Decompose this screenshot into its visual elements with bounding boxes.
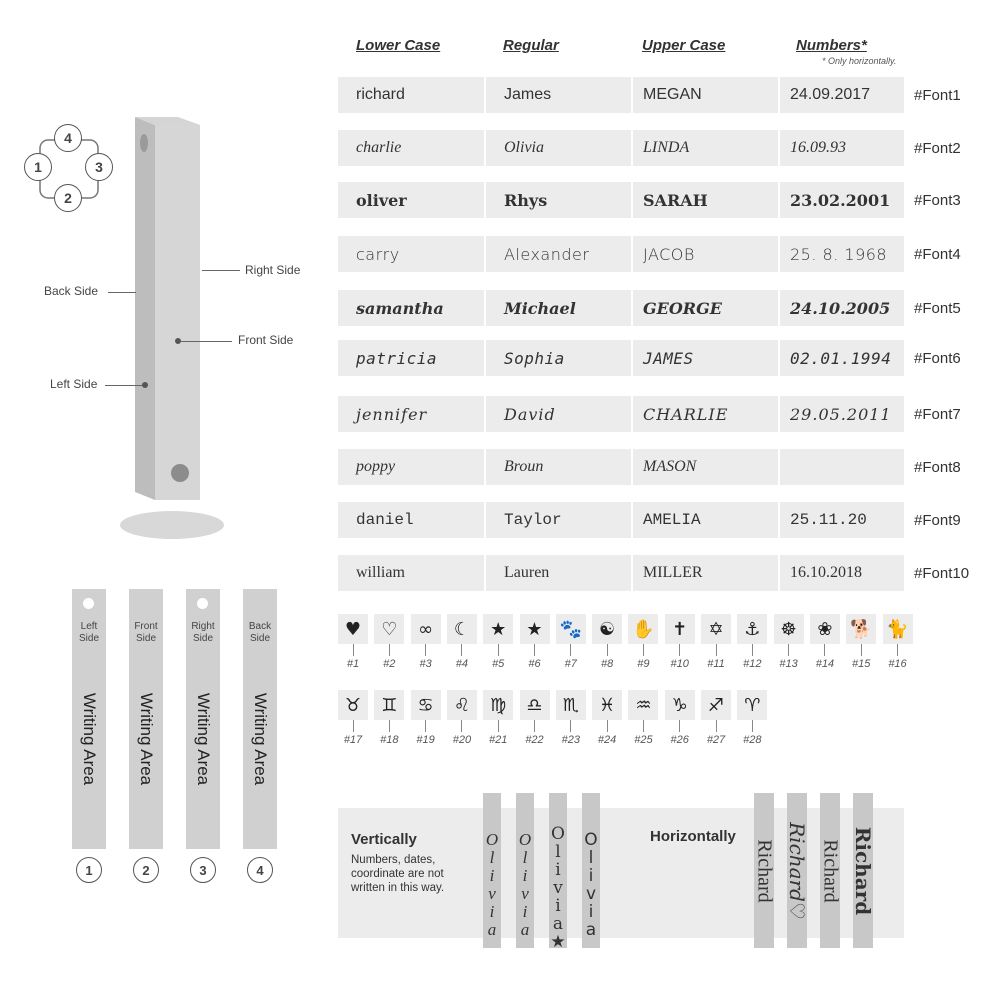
vertical-sample-bar (582, 793, 600, 948)
gemini-icon: ♊ (374, 690, 404, 720)
cell-lower-case: richard (338, 77, 484, 113)
symbol-number: #20 (452, 734, 472, 746)
cell-numbers: 16.09.93 (780, 130, 904, 166)
font-row (338, 236, 904, 272)
side-bar-name: Back Side (248, 621, 272, 644)
side-number-4: 4 (54, 124, 82, 152)
symbol-number: #14 (815, 658, 835, 670)
side-bar-number: 2 (133, 857, 159, 883)
side-number-1: 1 (24, 153, 52, 181)
symbol-item[interactable] (701, 614, 731, 670)
front-side-label: Front Side (238, 333, 294, 347)
cell-numbers: 24.10.2005 (780, 290, 904, 326)
vertically-description: Numbers, dates, coordinate are not written in this way. (351, 854, 445, 894)
font-row (338, 182, 904, 218)
symbol-leader (788, 644, 789, 656)
symbol-item[interactable] (737, 690, 767, 746)
symbol-leader (679, 720, 680, 732)
symbol-leader (679, 644, 680, 656)
cell-upper-case: MEGAN (633, 77, 778, 113)
numbers-note: * Only horizontally. (822, 56, 897, 66)
cell-numbers: 23.02.2001 (780, 182, 904, 218)
font-tag: #Font10 (914, 564, 970, 582)
front-side-leader (180, 341, 232, 342)
font-row (338, 77, 904, 113)
side-bar-number: 3 (190, 857, 216, 883)
cross-icon: ✝ (665, 614, 695, 644)
symbol-leader (607, 644, 608, 656)
vertical-sample-bar (516, 793, 534, 948)
symbol-number: #18 (380, 734, 399, 746)
libra-icon: ♎ (520, 690, 550, 720)
cell-upper-case: GEORGE (633, 290, 778, 326)
star-icon: ★ (520, 614, 550, 644)
bar-hole (197, 598, 208, 609)
symbol-leader (643, 644, 644, 656)
horizontal-sample-text: Richard (753, 839, 776, 903)
symbol-number: #22 (525, 734, 544, 746)
cell-lower-case: charlie (338, 130, 484, 166)
font-tag: #Font4 (914, 245, 961, 263)
horizontal-sample-text: Richard (851, 826, 875, 916)
symbol-leader (716, 644, 717, 656)
cell-upper-case: AMELIA (633, 502, 778, 538)
cell-upper-case: SARAH (633, 182, 778, 218)
font-tag: #Font8 (914, 458, 961, 476)
cell-numbers: 16.10.2018 (780, 555, 904, 591)
symbol-item[interactable] (810, 614, 840, 670)
symbol-leader (498, 720, 499, 732)
cell-regular: Michael (486, 290, 631, 326)
header-regular: Regular (503, 37, 559, 54)
cell-lower-case: samantha (338, 290, 484, 326)
symbol-item[interactable] (665, 690, 695, 746)
cell-upper-case: JAMES (633, 340, 778, 376)
symbol-leader (389, 644, 390, 656)
vertically-title: Vertically (351, 831, 417, 848)
paw-icon: 🐾 (556, 614, 586, 644)
heart-icon: ♥ (338, 614, 368, 644)
symbol-number: #6 (528, 658, 541, 670)
symbol-number: #1 (346, 658, 360, 670)
symbol-number: #25 (634, 734, 653, 746)
symbol-number: #7 (564, 658, 577, 670)
symbol-leader (716, 720, 717, 732)
back-side-leader (108, 292, 136, 293)
cell-numbers (780, 449, 904, 485)
symbol-leader (534, 720, 535, 732)
pisces-icon: ♓ (592, 690, 622, 720)
symbol-item[interactable] (628, 690, 658, 746)
symbol-item[interactable] (628, 614, 658, 670)
taurus-icon: ♉ (338, 690, 368, 720)
star-icon: ★ (483, 614, 513, 644)
cell-regular: Taylor (486, 502, 631, 538)
symbol-number: #28 (743, 734, 762, 746)
symbol-item[interactable] (447, 690, 477, 746)
symbol-item[interactable] (447, 614, 477, 670)
symbol-leader (534, 644, 535, 656)
scorpio-icon: ♏ (556, 690, 586, 720)
side-bar-name: Right Side (191, 621, 215, 644)
side-bar-name: Left Side (78, 621, 99, 644)
horizontal-sample-bar (820, 793, 840, 948)
symbol-number: #17 (343, 734, 363, 746)
header-upper-case: Upper Case (642, 37, 726, 54)
font-row (338, 555, 904, 591)
cell-upper-case: CHARLIE (633, 396, 778, 432)
cell-lower-case: patricia (338, 340, 484, 376)
cat-icon: 🐈 (883, 614, 913, 644)
font-row (338, 502, 904, 538)
aquarius-icon: ♒ (628, 690, 658, 720)
symbol-number: #26 (670, 734, 689, 746)
cell-lower-case: william (338, 555, 484, 591)
font-tag: #Font6 (914, 349, 961, 367)
cell-lower-case: oliver (338, 182, 484, 218)
symbol-number: #11 (707, 658, 725, 670)
font-tag: #Font2 (914, 139, 961, 157)
lotus-icon: ❀ (810, 614, 840, 644)
cell-numbers: 25.11.20 (780, 502, 904, 538)
font-row (338, 130, 904, 166)
symbol-item[interactable] (665, 614, 695, 670)
symbol-leader (353, 720, 354, 732)
symbol-number: #10 (670, 658, 689, 670)
symbol-number: #15 (852, 658, 871, 670)
symbol-leader (897, 644, 898, 656)
symbol-leader (752, 644, 753, 656)
symbol-number: #16 (888, 658, 907, 670)
back-side-label: Back Side (44, 284, 99, 298)
horizontal-sample-bar (853, 793, 873, 948)
star-of-david-icon: ✡ (701, 614, 731, 644)
symbol-item[interactable] (411, 614, 441, 670)
symbol-leader (425, 644, 426, 656)
symbol-leader (425, 720, 426, 732)
bar-3d-illustration (110, 110, 240, 550)
font-tag: #Font1 (914, 86, 961, 104)
right-side-leader (202, 270, 240, 271)
header-lower-case: Lower Case (356, 37, 441, 54)
symbol-leader (570, 644, 571, 656)
side-bar (129, 589, 163, 849)
cell-regular: David (486, 396, 631, 432)
symbol-number: #23 (561, 734, 580, 746)
writing-area-label: Writing Area (80, 692, 99, 786)
symbol-item[interactable] (846, 614, 876, 670)
symbol-item[interactable] (483, 614, 513, 670)
symbol-leader (461, 644, 462, 656)
symbol-leader (389, 720, 390, 732)
anchor-icon: ⚓ (737, 614, 767, 644)
cell-numbers: 29.05.2011 (780, 396, 904, 432)
symbol-item[interactable] (556, 614, 586, 670)
dog-icon: 🐕 (846, 614, 876, 644)
symbol-leader (353, 644, 354, 656)
symbol-number: #4 (455, 658, 469, 670)
symbol-leader (861, 644, 862, 656)
left-side-leader (105, 385, 145, 386)
aries-icon: ♈ (737, 690, 767, 720)
virgo-icon: ♍ (483, 690, 513, 720)
moon-icon: ☾ (447, 614, 477, 644)
cell-upper-case: MILLER (633, 555, 778, 591)
symbol-number: #2 (383, 658, 396, 670)
symbol-number: #13 (779, 658, 798, 670)
symbol-item[interactable] (556, 690, 586, 746)
font-row (338, 396, 904, 432)
cell-regular: Broun (486, 449, 631, 485)
symbol-item[interactable] (374, 614, 404, 670)
symbol-item[interactable] (737, 614, 767, 670)
cell-lower-case: carry (338, 236, 484, 272)
symbol-item[interactable] (411, 690, 441, 746)
symbol-number: #27 (706, 734, 726, 746)
left-side-label: Left Side (50, 377, 98, 391)
cell-regular: Alexander (486, 236, 631, 272)
cell-numbers: 02.01.1994 (780, 340, 904, 376)
writing-area-label: Writing Area (251, 692, 270, 786)
leo-icon: ♌ (447, 690, 477, 720)
font-row (338, 449, 904, 485)
horizontal-sample-text: Richard♡ (785, 822, 809, 920)
ship-wheel-icon: ☸ (774, 614, 804, 644)
symbol-number: #19 (416, 734, 435, 746)
cell-lower-case: daniel (338, 502, 484, 538)
cell-numbers: 24.09.2017 (780, 77, 904, 113)
hamsa-icon: ✋ (628, 614, 658, 644)
symbol-number: #24 (597, 734, 617, 746)
horizontal-sample-text: Richard (819, 839, 842, 903)
cell-upper-case: MASON (633, 449, 778, 485)
font-tag: #Font9 (914, 511, 961, 529)
writing-area-label: Writing Area (137, 692, 156, 786)
font-row (338, 290, 904, 326)
symbol-number: #5 (492, 658, 505, 670)
cancer-icon: ♋ (411, 690, 441, 720)
cell-regular: Lauren (486, 555, 631, 591)
side-bar-number: 1 (76, 857, 102, 883)
yin-yang-icon: ☯ (592, 614, 622, 644)
bar-hole (83, 598, 94, 609)
side-bar (243, 589, 277, 849)
infinity-icon: ∞ (411, 614, 441, 644)
vertical-sample-text: O l i v i a (584, 830, 598, 940)
symbol-item[interactable] (883, 614, 913, 670)
symbol-number: #8 (600, 658, 614, 670)
cell-regular: Olivia (486, 130, 631, 166)
horizontal-sample-bar (787, 793, 807, 948)
cell-upper-case: JACOB (633, 236, 778, 272)
left-side-dot (142, 382, 148, 388)
cell-regular: Rhys (486, 182, 631, 218)
header-numbers: Numbers* (796, 37, 867, 54)
symbol-item[interactable] (483, 690, 513, 746)
symbol-leader (752, 720, 753, 732)
horizontally-title: Horizontally (650, 828, 736, 845)
symbol-number: #9 (637, 658, 650, 670)
symbol-item[interactable] (592, 690, 622, 746)
vertical-sample-text: O l i v i a (518, 830, 532, 939)
cell-regular: Sophia (486, 340, 631, 376)
symbol-number: #12 (743, 658, 762, 670)
heart-outline-icon: ♡ (374, 614, 404, 644)
side-number-3: 3 (85, 153, 113, 181)
sagittarius-icon: ♐ (701, 690, 731, 720)
symbol-leader (643, 720, 644, 732)
side-number-2: 2 (54, 184, 82, 212)
symbol-item[interactable] (774, 614, 804, 670)
font-tag: #Font7 (914, 405, 961, 423)
symbol-number: #3 (419, 658, 432, 670)
side-bar-name: Front Side (134, 621, 158, 644)
symbol-leader (461, 720, 462, 732)
side-bar (72, 589, 106, 849)
vertical-sample-text: O l i v i a ★ (550, 824, 566, 952)
side-bar (186, 589, 220, 849)
cell-numbers: 25. 8. 1968 (780, 236, 904, 272)
right-side-label: Right Side (245, 263, 301, 277)
vertical-sample-bar (483, 793, 501, 948)
side-bar-number: 4 (247, 857, 273, 883)
vertical-sample-bar (549, 793, 567, 952)
horizontal-sample-bar (754, 793, 774, 948)
font-row (338, 340, 904, 376)
symbol-item[interactable] (701, 690, 731, 746)
symbol-leader (498, 644, 499, 656)
symbol-item[interactable] (520, 690, 550, 746)
symbol-leader (824, 644, 825, 656)
cell-lower-case: jennifer (338, 396, 484, 432)
cell-regular: James (486, 77, 631, 113)
symbol-item[interactable] (374, 690, 404, 746)
symbol-leader (570, 720, 571, 732)
symbol-item[interactable] (520, 614, 550, 670)
symbol-item[interactable] (338, 690, 368, 746)
font-tag: #Font5 (914, 299, 961, 317)
symbol-item[interactable] (592, 614, 622, 670)
capricorn-icon: ♑ (665, 690, 695, 720)
vertical-sample-text: O l i v i a (485, 830, 499, 939)
font-tag: #Font3 (914, 191, 961, 209)
writing-area-label: Writing Area (194, 692, 213, 786)
symbol-item[interactable] (338, 614, 368, 670)
symbol-number: #21 (489, 734, 508, 746)
cell-upper-case: LINDA (633, 130, 778, 166)
symbol-leader (607, 720, 608, 732)
cell-lower-case: poppy (338, 449, 484, 485)
